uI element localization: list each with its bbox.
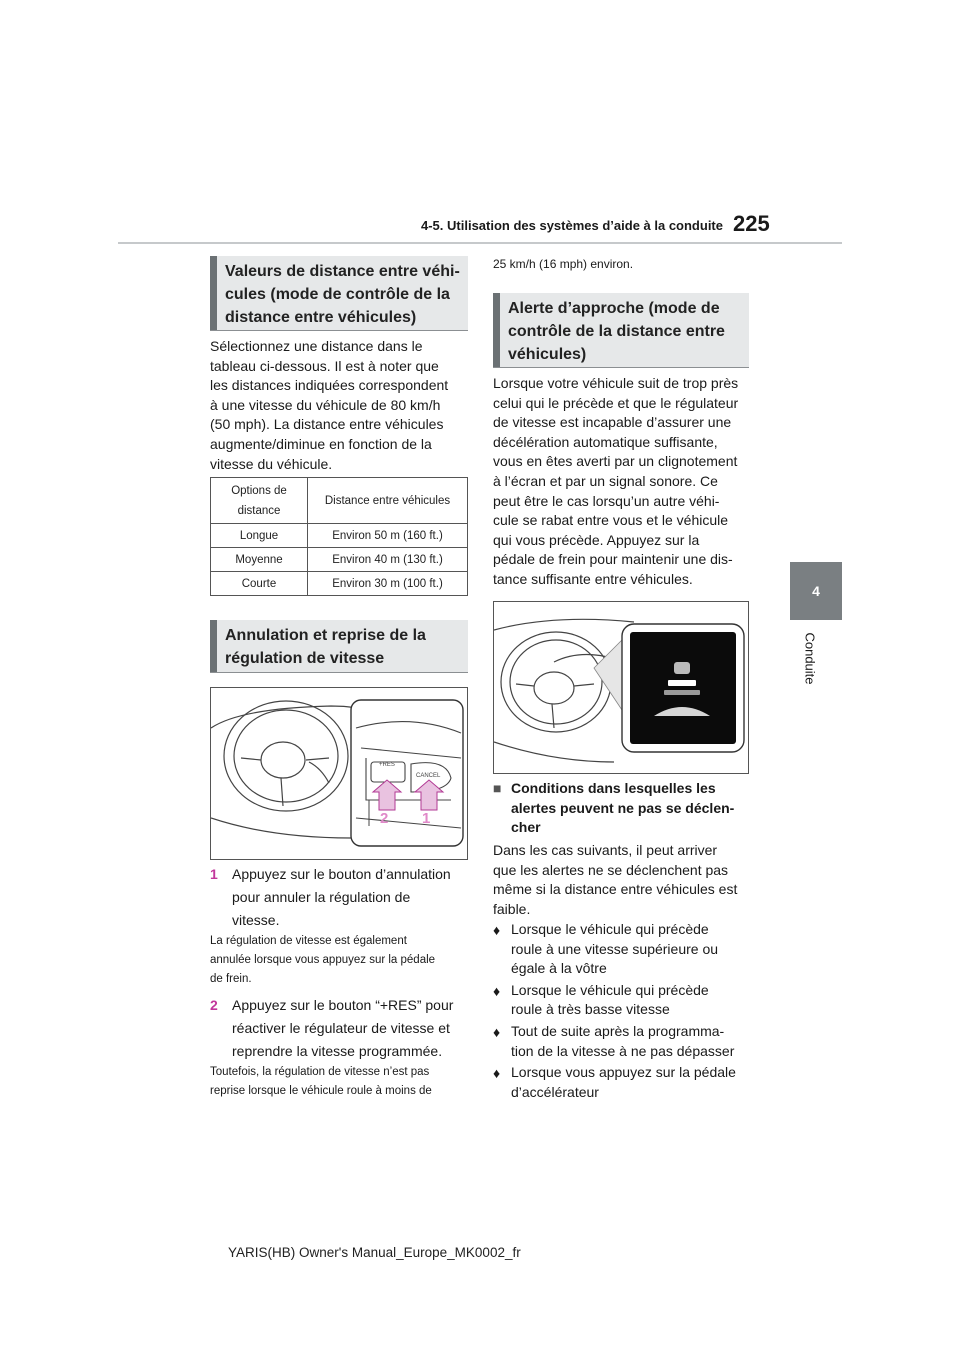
header-divider: [118, 242, 842, 244]
distance-table: [210, 477, 468, 596]
lead-vehicle-icon: [674, 662, 690, 674]
list-item: ♦ Tout de suite après la programma- tion de la vitesse à ne pas dépasser: [493, 1022, 735, 1059]
step-2: 2 Appuyez sur le bouton “+RES” pour réactiver le régulateur de vitesse et reprendre la vitesse programmée.: [210, 997, 454, 1059]
cancel-button-label: CANCEL: [416, 773, 441, 779]
steering-switch-figure: [210, 687, 468, 860]
res-button-label: +RES: [379, 762, 395, 768]
intro-paragraph: Sélectionnez une distance dans le tableau ci-dessous. Il est à noter que les distances indiquées correspondent à une vitesse du véhicule de 80 km/h (50 mph). La distance entre véhicules augmente/diminue en fonction de la vitesse du véhicule.: [210, 338, 449, 472]
conditions-paragraph: Dans les cas suivants, il peut arriver que les alertes ne se déclenchent pas même si la distance entre véhicules est faible.: [493, 842, 738, 917]
display-warning-figure: [493, 601, 749, 774]
section-title: 4-5. Utilisation des systèmes d’aide à la conduite: [421, 218, 723, 233]
table-row: Longue Environ 50 m (160 ft.): [211, 524, 468, 548]
heading-approach-warning: Alerte d’approche (mode de contrôle de la distance entre véhicules): [493, 293, 749, 367]
heading-rule: [210, 672, 468, 673]
note-resume: Toutefois, la régulation de vitesse n’est pas reprise lorsque le véhicule roule à moins de: [210, 1066, 432, 1097]
page-number: 225: [733, 211, 770, 236]
callout-1: 1: [422, 810, 431, 827]
chapter-label: Conduite: [802, 631, 818, 685]
footer-text: YARIS(HB) Owner's Manual_Europe_MK0002_fr: [228, 1245, 521, 1260]
dashboard-illustration: [494, 602, 748, 773]
steering-wheel-illustration: [211, 688, 467, 859]
distance-bar: [668, 680, 696, 686]
step-1: 1 Appuyez sur le bouton d’annulation pour annuler la régulation de vitesse.: [210, 866, 451, 928]
continuation-text: 25 km/h (16 mph) environ.: [493, 257, 634, 271]
heading-cancel-resume: Annulation et reprise de la régulation de vitesse: [210, 620, 468, 672]
note-brake: La régulation de vitesse est également annulée lorsque vous appuyez sur la pédale de frein.: [210, 935, 436, 985]
table-header-options: Options de distance: [211, 478, 308, 524]
table-header-distance: Distance entre véhicules: [308, 478, 468, 524]
heading-rule: [493, 367, 749, 368]
table-row: Moyenne Environ 40 m (130 ft.): [211, 548, 468, 572]
list-item: ♦ Lorsque le véhicule qui précède roule à une vitesse supérieure ou égale à la vôtre: [493, 921, 719, 977]
list-item: ♦ Lorsque le véhicule qui précède roule à très basse vitesse: [493, 981, 709, 1018]
conditions-list: [493, 920, 755, 1102]
callout-2: 2: [380, 810, 389, 827]
approach-paragraph: Lorsque votre véhicule suit de trop près celui qui le précède et que le régulateur de vitesse est incapable d’assurer une décélération automatique suffisante, vous en êtes averti par un clignotement à l’écran et par un signal sonore. Ce peut être le cas lorsqu’un autre véhi- cule se rabat entre vous et le véhicule qui vous précède. Appuyez sur la pédale de frein pour maintenir une dis- tance suffisante entre véhicules.: [493, 375, 739, 587]
table-row: Courte Environ 30 m (100 ft.): [211, 572, 468, 596]
list-item: ♦ Lorsque vous appuyez sur la pédale d’accélérateur: [493, 1064, 736, 1100]
chapter-tab: 4: [790, 562, 842, 620]
heading-rule: [210, 330, 468, 331]
heading-distance-values: Valeurs de distance entre véhi- cules (mode de contrôle de la distance entre véhicules): [210, 256, 468, 330]
conditions-subheading: ■ Conditions dans lesquelles les alertes peuvent ne pas se déclen- cher: [493, 780, 735, 836]
